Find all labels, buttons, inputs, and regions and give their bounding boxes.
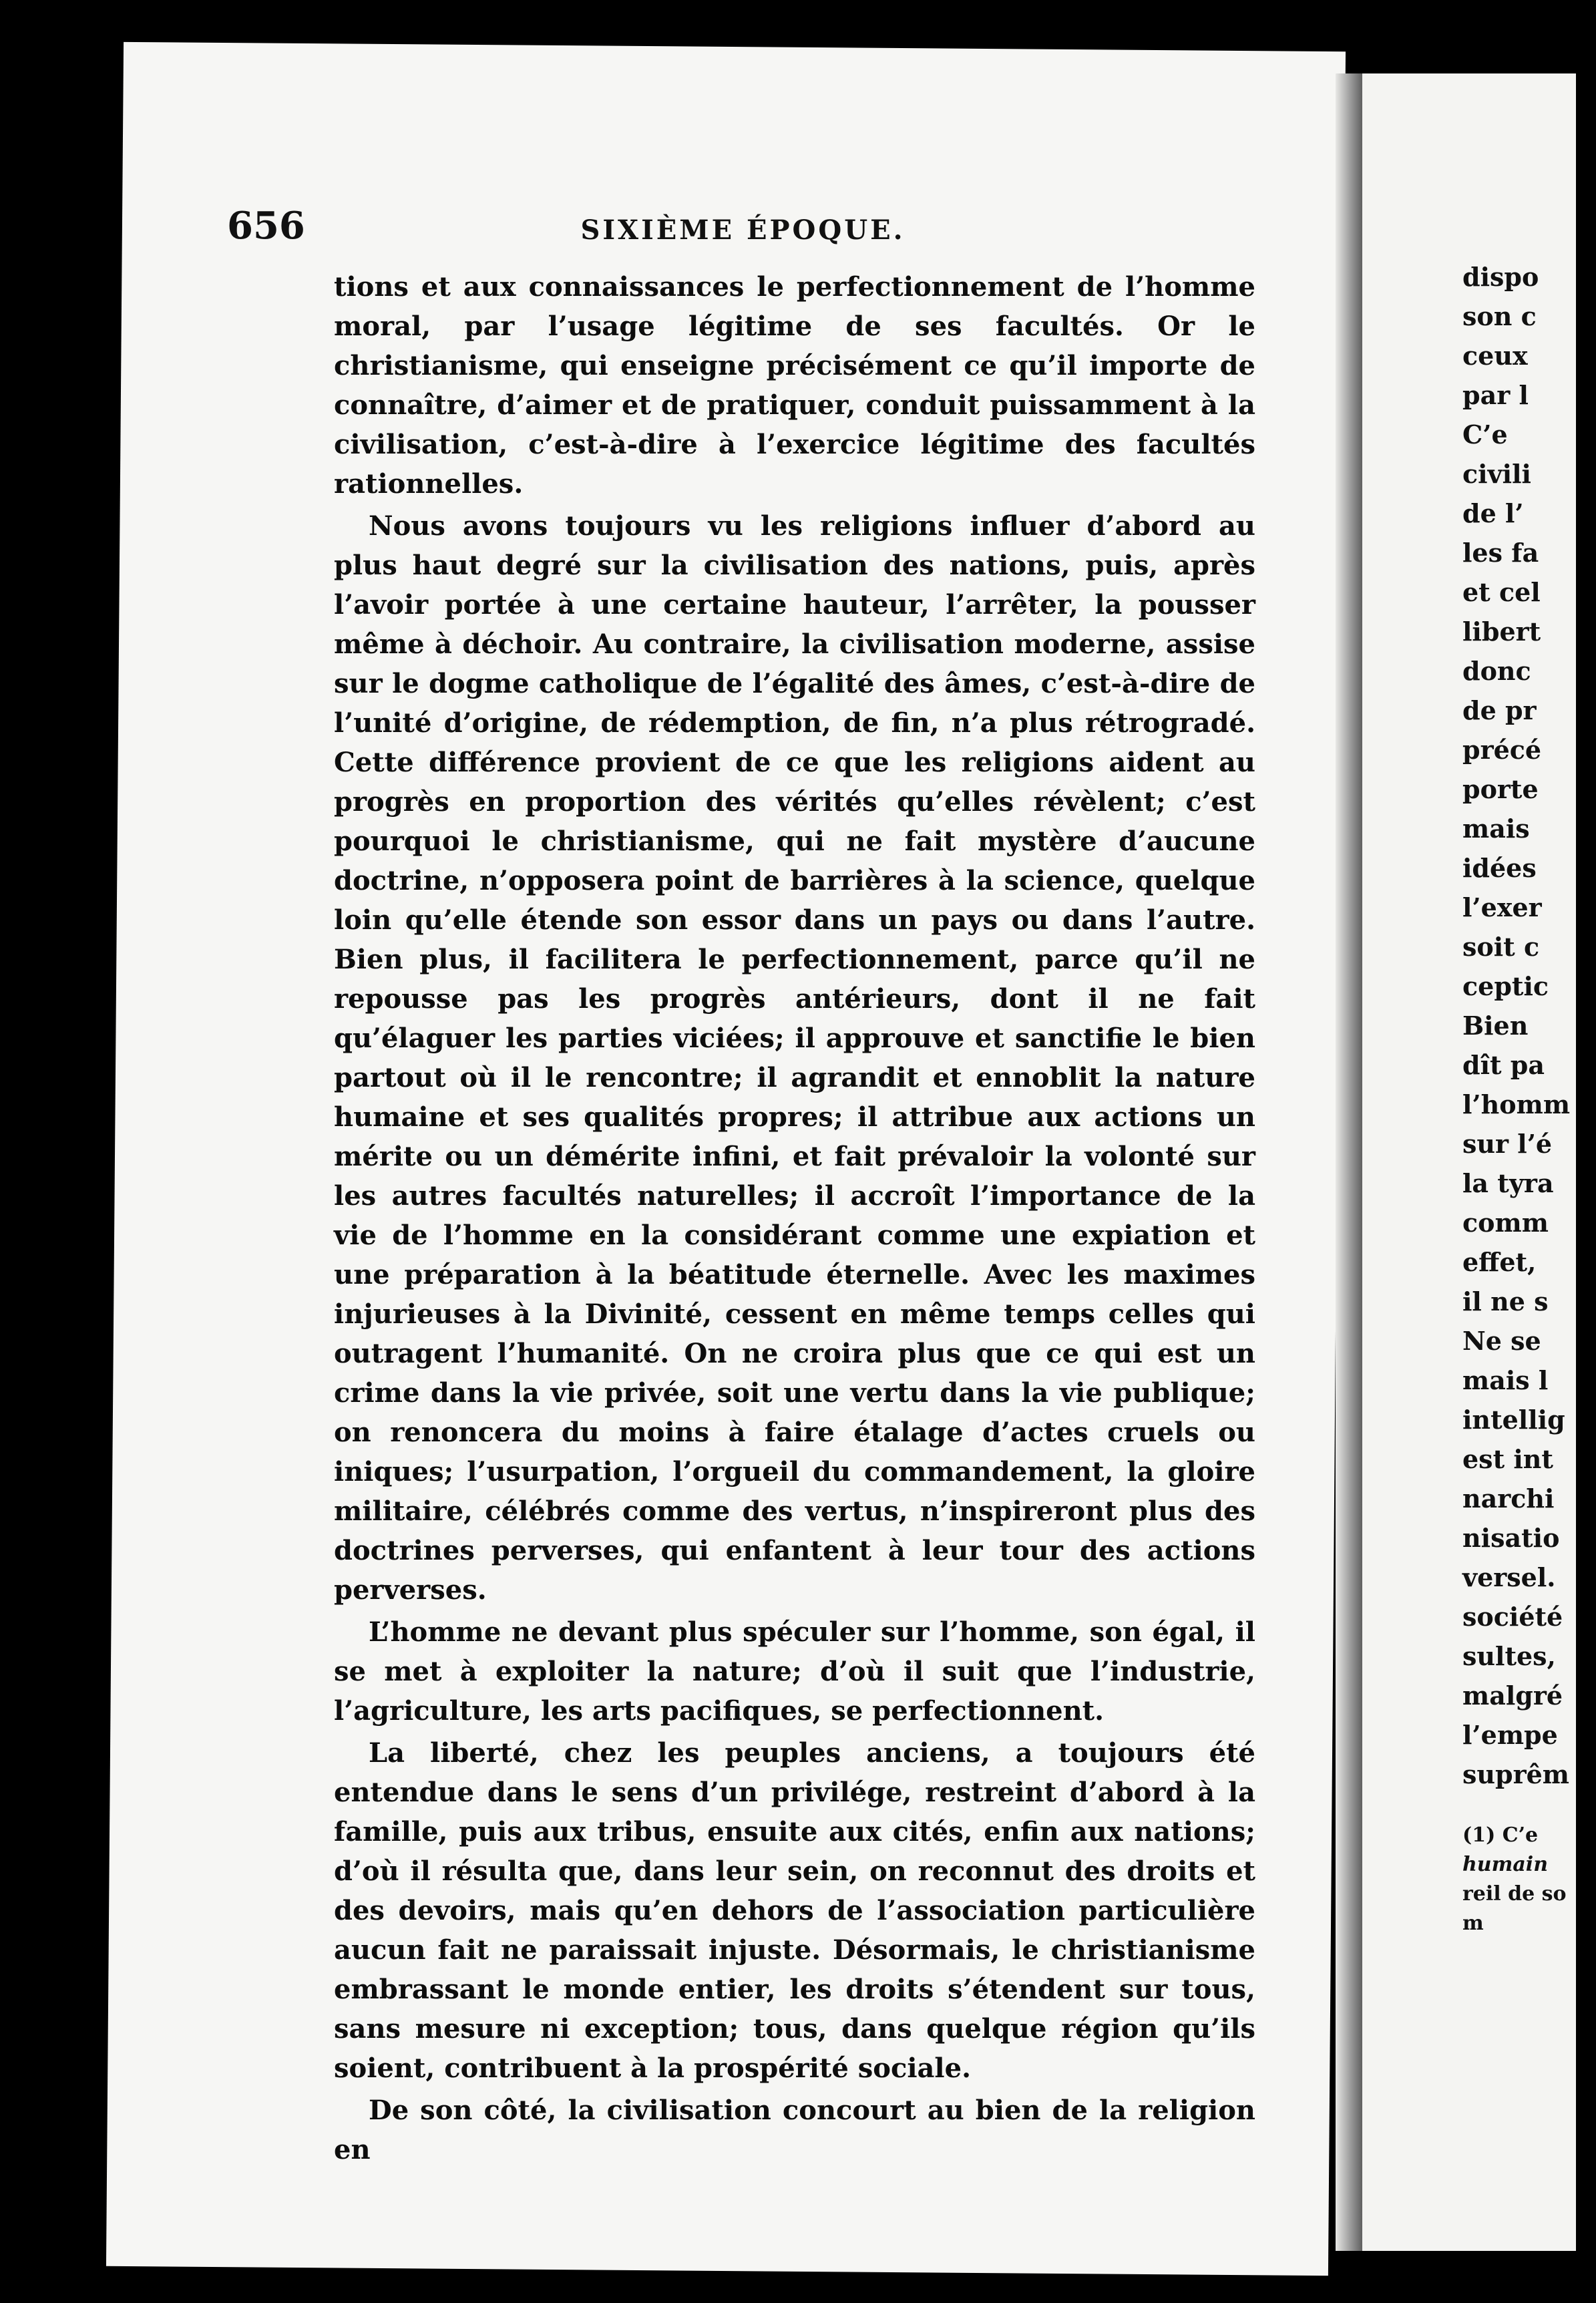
facing-line: effet, xyxy=(1462,1247,1537,1277)
facing-line: l’homm xyxy=(1462,1089,1571,1119)
facing-line: nisatio xyxy=(1462,1523,1560,1553)
facing-line: mais xyxy=(1462,814,1530,844)
facing-line: ceux xyxy=(1462,341,1528,371)
paragraph-1: tions et aux connaissances le perfectionnement de l’homme moral, par l’usage légitime de ses facultés. Or le christianisme, qui enseigne précisément ce qu’il importe de connaître, d’aimer et de pratiquer, conduit puissamment à la civilisation, c’est-à-dire à l’exercice légitime des facultés rationnelles. xyxy=(334,271,1255,500)
facing-footnote: reil de so xyxy=(1462,1882,1567,1906)
facing-line: son c xyxy=(1462,301,1537,331)
facing-line: les fa xyxy=(1462,538,1539,568)
paragraph-5: De son côté, la civilisation concourt au bien de la religion en xyxy=(334,2095,1255,2165)
facing-line: donc xyxy=(1462,656,1531,686)
facing-line: Ne se xyxy=(1462,1326,1541,1356)
main-text-column xyxy=(334,267,1255,2169)
facing-line: sur l’é xyxy=(1462,1129,1553,1159)
facing-line: narchi xyxy=(1462,1483,1555,1514)
facing-line: soit c xyxy=(1462,932,1540,962)
facing-line: C’e xyxy=(1462,419,1508,450)
facing-line: versel. xyxy=(1462,1562,1556,1592)
facing-line: société xyxy=(1462,1602,1563,1632)
facing-line: idées xyxy=(1462,853,1537,883)
facing-line: par l xyxy=(1462,380,1529,410)
facing-line: précé xyxy=(1462,735,1542,765)
facing-line: il ne s xyxy=(1462,1286,1549,1316)
facing-line: dît pa xyxy=(1462,1050,1545,1080)
facing-line: de pr xyxy=(1462,695,1537,725)
page-number: 656 xyxy=(227,204,305,248)
facing-line: dispo xyxy=(1462,262,1539,292)
facing-line: la tyra xyxy=(1462,1168,1554,1198)
paragraph-3: L’homme ne devant plus spéculer sur l’homme, son égal, il se met à exploiter la nature; d’où il suit que l’industrie, l’agriculture, les arts pacifiques, se perfectionnent. xyxy=(334,1616,1255,1727)
facing-line: porte xyxy=(1462,774,1539,804)
facing-line: ceptic xyxy=(1462,971,1549,1001)
facing-line: de l’ xyxy=(1462,498,1524,528)
paragraph-2: Nous avons toujours vu les religions influer d’abord au plus haut degré sur la civilisation des nations, puis, après l’avoir portée à une certaine hauteur, l’arrêter, la pousser même à déchoir. Au contraire, la civilisation moderne, assise sur le dogme catholique de l’égalité des âmes, c’est-à-dire de l’unité d’origine, de rédemption, de fin, n’a plus rétrogradé. Cette différence provient de ce que les religions aident au progrès en proportion des vérités qu’elles révèlent; c’est pourquoi le christianisme, qui ne fait mystère d’aucune doctrine, n’opposera point de barrières à la science, quelque loin qu’elle étende son essor dans un pays ou dans l’autre. Bien plus, il facilitera le perfectionnement, parce qu’il ne repousse pas les progrès antérieurs, dont il ne fait qu’élaguer les parties viciées; il approuve et sanctifie le bien partout où il le rencontre; il agrandit et ennoblit la nature humaine et ses qualités propres; il attribue aux actions un mérite ou un démérite infini, et fait prévaloir la volonté sur les autres facultés naturelles; il accroît l’importance de la vie de l’homme en la considérant comme une expiation et une préparation à la béatitude éternelle. Avec les maximes injurieuses à la Divinité, cessent en même temps celles qui outragent l’humanité. On ne croira plus que ce qui est un crime dans la vie privée, soit une vertu dans la vie publique; on renoncera du moins à faire étalage d’actes cruels ou iniques; l’usurpation, l’orgueil du commandement, la gloire militaire, célébrés comme des vertus, n’inspireront plus des doctrines perverses, qui enfantent à leur tour des actions perverses. xyxy=(334,510,1255,1606)
facing-line: intellig xyxy=(1462,1405,1565,1435)
facing-footnote: m xyxy=(1462,1912,1484,1935)
facing-line: Bien xyxy=(1462,1011,1529,1041)
facing-line: comm xyxy=(1462,1208,1549,1238)
paragraph-4: La liberté, chez les peuples anciens, a toujours été entendue dans le sens d’un privilége, restreint d’abord à la famille, puis aux tribus, ensuite aux cités, enfin aux nations; d’où il résulta que, dans leur sein, on reconnut des droits et des devoirs, mais qu’en dehors de l’association particulière aucun fait ne paraissait injuste. Désormais, le christianisme embrassant le monde entier, les droits s’étendent sur tous, sans mesure ni exception; tous, dans quelque région qu’ils soient, contribuent à la prospérité sociale. xyxy=(334,1737,1255,2084)
facing-line: sultes, xyxy=(1462,1641,1556,1671)
facing-line: mais l xyxy=(1462,1365,1549,1395)
running-title: SIXIÈME ÉPOQUE. xyxy=(580,214,906,246)
facing-footnote: humain xyxy=(1462,1853,1549,1876)
facing-line: est int xyxy=(1462,1444,1553,1474)
facing-line: et cel xyxy=(1462,577,1541,607)
facing-footnote: (1) C’e xyxy=(1462,1823,1539,1847)
facing-line: civili xyxy=(1462,459,1531,489)
facing-line: libert xyxy=(1462,616,1541,647)
facing-page-column xyxy=(1462,257,1596,1938)
facing-line: l’empe xyxy=(1462,1720,1558,1750)
running-head xyxy=(227,204,1259,250)
facing-line: l’exer xyxy=(1462,892,1542,922)
facing-line: suprêm xyxy=(1462,1759,1569,1789)
facing-line: malgré xyxy=(1462,1680,1563,1711)
